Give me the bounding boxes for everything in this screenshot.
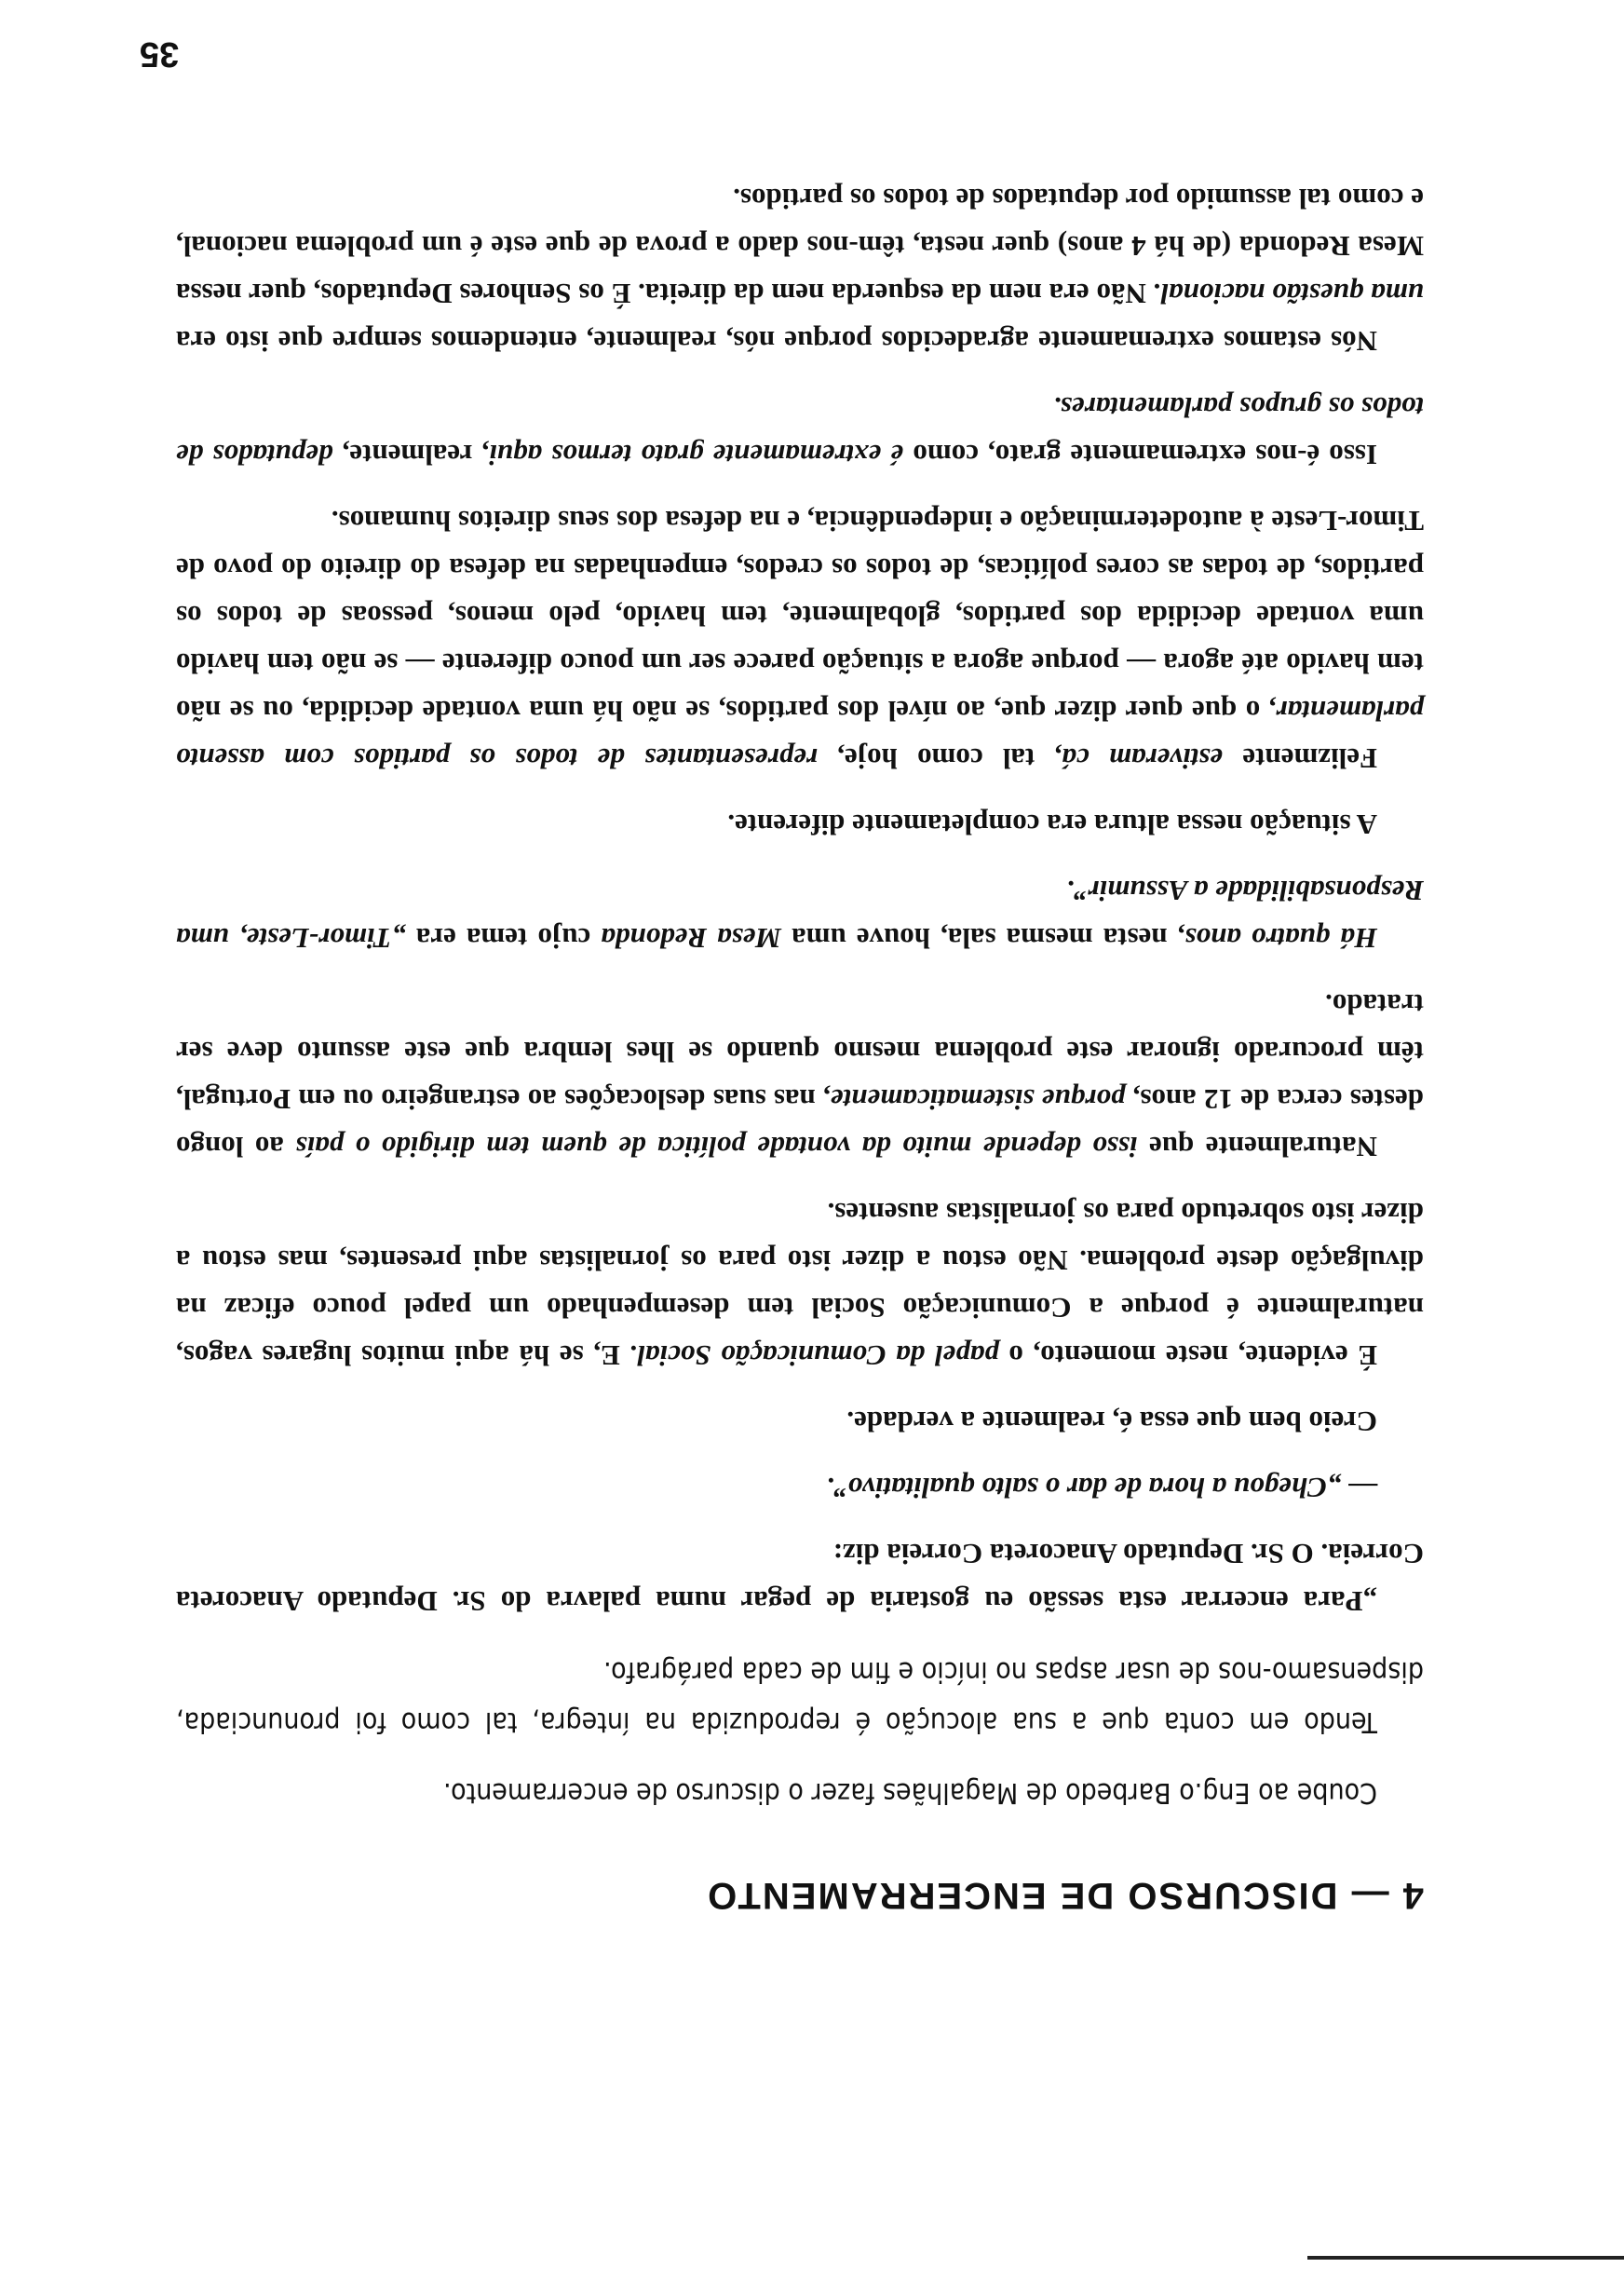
speech-paragraph-8: Isso é-nos extremamente grato, como é extremamente grato termos aqui, realmente, deputados de todos os grupos parlamentares. [175,391,1424,471]
speech-paragraph-2: Creio bem que essa é, realmente a verdade. [846,1406,1377,1438]
intro-paragraph: Coube ao Eng.o Barbedo de Magalhães fazer o discurso de encerramento. [443,1776,1377,1809]
speech-paragraph-5: Há quatro anos, nesta mesma sala, houve uma Mesa Redonda cujo tema era „Timor-Leste, uma Responsabilidade a Assumir”. [176,875,1424,955]
document-body [176,156,1424,1918]
editorial-note: Tendo em conta que a sua alocução é reproduzida na íntegra, tal como foi pronunciada, dispensamo-nos de usar aspas no início e fim de cada parágrafo. [176,1655,1424,1738]
page-number: 35 [140,34,180,74]
speech-paragraph-9: Nós estamos extremamente agradecidos porque nós, realmente, entendemos sempre que isto era uma questão nacional. Não era nem da esquerda nem da direita. É os Senhores Deputados, quer nessa Mesa Redonda (de há 4 anos) quer nesta, têm-nos dado a prova de que este é um problema nacional, e como tal assumido por deputados de todos os partidos. [176,183,1424,358]
speech-paragraph-6: A situação nessa altura era completamente diferente. [727,808,1377,841]
speech-paragraph-4: Naturalmente que isso depende muito da vontade política de quem tem dirigido o país ao longo destes cerca de 12 anos, porque sistematicamente, nas suas deslocações ao estrangeiro ou em Portugal, têm procurado ignorar este problema mesmo quando se lhes lembra que este assunto deve ser tratado. [175,988,1424,1163]
speech-paragraph-7: Felizmente estiveram cá, tal como hoje, representantes de todos os partidos com assento parlamentar, o que quer dizer que, ao nível dos partidos, se não há uma vontade decidida, ou se não tem havido até agora — porque agora a situação parece ser um pouco diferente — se não tem havido uma vontade decidida dos partidos, globalmente, tem havido, pelo menos, pessoas de todos os partidos, de todas as cores políticas, de todos os credos, empenhadas na defesa do direito do povo de Timor-Leste à autodeterminação e independência, e na defesa dos seus direitos humanos. [176,505,1424,775]
speech-paragraph-3: É evidente, neste momento, o papel da Comunicação Social. E, se há aqui muitos lugares vagos, naturalmente é porque a Comunicação Social tem desempenhado um papel pouco eficaz na divulgação deste problema. Não estou a dizer isto para os jornalistas aqui presentes, mas estou a dizer isto sobretudo para os jornalistas ausentes. [176,1197,1424,1372]
speech-paragraph-1: „Para encerrar esta sessão eu gostaria de pegar numa palavra do Sr. Deputado Anacoreta Correia. O Sr. Deputado Anacoreta Correia diz: [176,1538,1424,1618]
section-heading: 4 — DISCURSO DE ENCERRAMENTO [706,1875,1424,1916]
scan-edge-line [1307,2256,1624,2260]
speech-quote: — „Chegou a hora de dar o salto qualitativo”. [826,1472,1377,1504]
